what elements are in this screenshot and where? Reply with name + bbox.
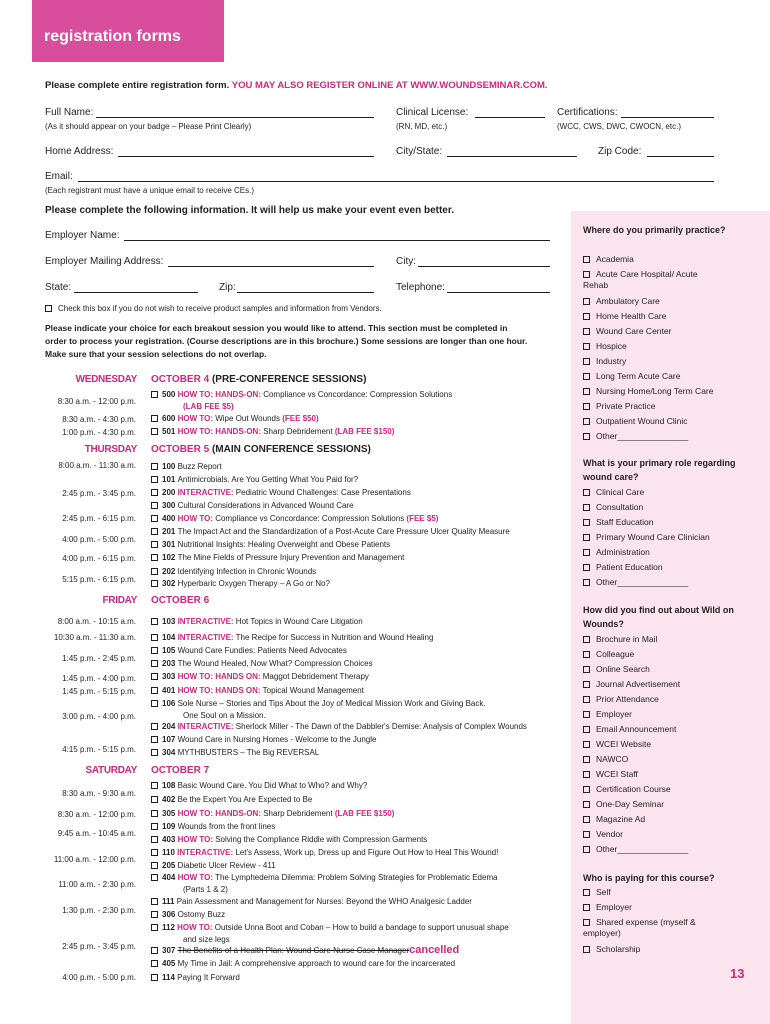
- zip-code-field[interactable]: [647, 145, 714, 157]
- session-item: 105 Wound Care Fundies: Patients Need Advocates: [151, 645, 347, 657]
- practice-option[interactable]: Wound Care Center: [583, 326, 758, 337]
- referral-option[interactable]: Vendor: [583, 829, 758, 840]
- full-name-field[interactable]: [96, 106, 374, 118]
- session-time: 4:00 p.m. - 6:15 p.m.: [62, 554, 136, 563]
- session-checkbox[interactable]: [151, 391, 158, 398]
- practice-option[interactable]: Acute Care Hospital/ Acute Rehab: [583, 269, 698, 290]
- option-checkbox[interactable]: [583, 741, 590, 748]
- option-checkbox[interactable]: [583, 831, 590, 838]
- address-label: Home Address:: [45, 146, 114, 157]
- session-checkbox[interactable]: [151, 415, 158, 422]
- referral-option[interactable]: Online Search: [583, 664, 758, 675]
- session-checkbox[interactable]: [151, 862, 158, 869]
- day-date-fri: OCTOBER 6: [151, 595, 210, 606]
- session-checkbox[interactable]: [151, 687, 158, 694]
- session-time: 3:00 p.m. - 4:00 p.m.: [62, 712, 136, 721]
- info-heading: Please complete the following information. It will help us make your event even better.: [45, 205, 454, 216]
- referral-option[interactable]: Journal Advertisement: [583, 679, 758, 690]
- mailing-field[interactable]: [168, 255, 374, 267]
- session-checkbox[interactable]: [151, 723, 158, 730]
- session-time: 2:45 p.m. - 3:45 p.m.: [62, 942, 136, 951]
- session-time: 9:45 a.m. - 10:45 a.m.: [57, 829, 136, 838]
- session-item: 402 Be the Expert You Are Expected to Be: [151, 794, 312, 806]
- role-option[interactable]: Consultation: [583, 502, 758, 513]
- full-name-note: (As it should appear on your badge – Please Print Clearly): [45, 122, 252, 131]
- session-item: 400 HOW TO: Compliance vs Concordance: Compression Solutions (FEE $5): [151, 513, 438, 525]
- option-checkbox[interactable]: [583, 711, 590, 718]
- city-state-field[interactable]: [447, 145, 577, 157]
- referral-option[interactable]: Colleague: [583, 649, 758, 660]
- session-checkbox[interactable]: [151, 849, 158, 856]
- page-number: 13: [730, 966, 745, 981]
- referral-option[interactable]: Employer: [583, 709, 758, 720]
- session-item: 108 Basic Wound Care. You Did What to Who? and Why?: [151, 780, 367, 792]
- session-checkbox[interactable]: [151, 528, 158, 535]
- role-option[interactable]: Staff Education: [583, 517, 758, 528]
- session-item: 101 Antimicrobials. Are You Getting What You Paid for?: [151, 474, 358, 486]
- zip-label: Zip:: [219, 282, 236, 293]
- option-checkbox[interactable]: [583, 489, 590, 496]
- session-item: 107 Wound Care in Nursing Homes - Welcome to the Jungle: [151, 734, 376, 746]
- session-item: 404 HOW TO: The Lymphedema Dilemma: Problem Solving Strategies for Problematic Edema (Parts 1 & 2): [151, 872, 498, 896]
- day-date-sat: OCTOBER 7: [151, 765, 210, 776]
- session-checkbox[interactable]: [151, 960, 158, 967]
- email-label: Email:: [45, 171, 73, 182]
- section-title: registration forms: [44, 28, 181, 45]
- practice-question: Where do you primarily practice?: [583, 225, 726, 235]
- option-checkbox[interactable]: [583, 373, 590, 380]
- session-checkbox[interactable]: [151, 568, 158, 575]
- option-checkbox[interactable]: [583, 298, 590, 305]
- session-item: 302 Hyperbaric Oxygen Therapy – A Go or No?: [151, 578, 330, 590]
- session-checkbox[interactable]: [151, 974, 158, 981]
- session-item: 201 The Impact Act and the Standardization of a Post-Acute Care Pressure Ulcer Quality Measure: [151, 526, 510, 538]
- zip-code-label: Zip Code:: [598, 146, 642, 157]
- state-field[interactable]: [74, 281, 198, 293]
- practice-option[interactable]: Long Term Acute Care: [583, 371, 758, 382]
- session-item: 304 MYTHBUSTERS – The Big REVERSAL: [151, 747, 319, 759]
- option-checkbox[interactable]: [583, 696, 590, 703]
- city-state-label: City/State:: [396, 146, 443, 157]
- license-label: Clinical License:: [396, 107, 469, 118]
- session-item: 403 HOW TO: Solving the Compliance Riddle with Compression Garments: [151, 834, 427, 846]
- session-item: 204 INTERACTIVE: Sherlock Miller - The Dawn of the Dabbler's Demise: Analysis of Complex Wounds: [151, 721, 527, 733]
- practice-option[interactable]: Hospice: [583, 341, 758, 352]
- day-label-sat: SATURDAY: [85, 765, 137, 776]
- session-checkbox[interactable]: [151, 554, 158, 561]
- session-time: 1:45 p.m. - 4:00 p.m.: [62, 674, 136, 683]
- city-label: City:: [396, 256, 416, 267]
- employer-label: Employer Name:: [45, 230, 120, 241]
- certs-note: (WCC, CWS, DWC, CWOCN, etc.): [557, 122, 681, 131]
- practice-option[interactable]: Private Practice: [583, 401, 758, 412]
- session-checkbox[interactable]: [151, 796, 158, 803]
- session-time: 8:30 a.m. - 12:00 p.m.: [57, 397, 136, 406]
- vendor-optout-checkbox[interactable]: [45, 305, 52, 312]
- session-checkbox[interactable]: [151, 911, 158, 918]
- option-checkbox[interactable]: [583, 666, 590, 673]
- role-option[interactable]: Primary Wound Care Clinician: [583, 532, 758, 543]
- session-time: 10:30 a.m. - 11:30 a.m.: [53, 633, 136, 642]
- session-item: 205 Diabetic Ulcer Review - 411: [151, 860, 276, 872]
- option-checkbox[interactable]: [583, 726, 590, 733]
- option-checkbox[interactable]: [583, 771, 590, 778]
- role-option[interactable]: Clinical Care: [583, 487, 758, 498]
- role-option[interactable]: Patient Education: [583, 562, 758, 573]
- session-item: 500 HOW TO: HANDS-ON: Compliance vs Concordance: Compression Solutions (LAB FEE $5): [151, 389, 452, 413]
- telephone-label: Telephone:: [396, 282, 445, 293]
- referral-option[interactable]: Magazine Ad: [583, 814, 758, 825]
- practice-option[interactable]: Home Health Care: [583, 311, 758, 322]
- option-checkbox[interactable]: [583, 328, 590, 335]
- session-time: 8:30 a.m. - 4:30 p.m.: [62, 415, 136, 424]
- option-checkbox[interactable]: [583, 549, 590, 556]
- payer-question: Who is paying for this course?: [583, 873, 715, 883]
- option-checkbox[interactable]: [583, 636, 590, 643]
- option-checkbox[interactable]: [583, 256, 590, 263]
- option-checkbox[interactable]: [583, 919, 590, 926]
- role-question: What is your primary role regarding wound care?: [583, 458, 736, 482]
- referral-option[interactable]: WCEI Staff: [583, 769, 758, 780]
- session-item: 104 INTERACTIVE: The Recipe for Success in Nutrition and Wound Healing: [151, 632, 433, 644]
- referral-option[interactable]: NAWCO: [583, 754, 758, 765]
- session-item: 114 Paying It Forward: [151, 972, 240, 984]
- session-checkbox[interactable]: [151, 660, 158, 667]
- practice-option[interactable]: Nursing Home/Long Term Care: [583, 386, 758, 397]
- session-time: 8:00 a.m. - 11:30 a.m.: [58, 461, 136, 470]
- session-item: 202 Identifying Infection in Chronic Wounds: [151, 566, 316, 578]
- day-date-wed: OCTOBER 4 (PRE-CONFERENCE SESSIONS): [151, 374, 367, 385]
- email-note: (Each registrant must have a unique email to receive CEs.): [45, 186, 254, 195]
- session-item: 203 The Wound Healed, Now What? Compression Choices: [151, 658, 373, 670]
- vendor-optout: Check this box if you do not wish to receive product samples and information from Vendors.: [45, 304, 382, 313]
- option-checkbox[interactable]: [583, 681, 590, 688]
- day-label-wed: WEDNESDAY: [75, 374, 137, 385]
- practice-option[interactable]: Ambulatory Care: [583, 296, 758, 307]
- day-label-fri: FRIDAY: [102, 595, 137, 606]
- city-field[interactable]: [418, 255, 550, 267]
- session-checkbox[interactable]: [151, 898, 158, 905]
- session-item: 112 HOW TO: Outside Unna Boot and Coban – How to build a bandage to support unusual shape and size legs: [151, 922, 509, 946]
- option-checkbox[interactable]: [583, 358, 590, 365]
- session-item: 109 Wounds from the front lines: [151, 821, 275, 833]
- session-item: 200 INTERACTIVE: Pediatric Wound Challenges: Case Presentations: [151, 487, 411, 499]
- session-checkbox[interactable]: [151, 463, 158, 470]
- session-checkbox[interactable]: [151, 489, 158, 496]
- referral-option[interactable]: Other_______________: [583, 844, 758, 855]
- certs-field[interactable]: [621, 106, 714, 118]
- referral-question: How did you find out about Wild on Wounds?: [583, 605, 734, 629]
- session-checkbox[interactable]: [151, 749, 158, 756]
- session-checkbox[interactable]: [151, 673, 158, 680]
- session-time: 1:45 p.m. - 5:15 p.m.: [62, 687, 136, 696]
- option-checkbox[interactable]: [583, 801, 590, 808]
- role-option[interactable]: Other_______________: [583, 577, 758, 588]
- session-checkbox[interactable]: [151, 618, 158, 625]
- intro-text: Please complete entire registration form. YOU MAY ALSO REGISTER ONLINE AT WWW.WOUNDSEMINAR.COM.: [45, 80, 548, 91]
- session-checkbox[interactable]: [151, 580, 158, 587]
- session-item: 405 My Time in Jail: A comprehensive approach to wound care for the incarcerated: [151, 958, 455, 970]
- session-item: 600 HOW TO: Wipe Out Wounds (FEE $50): [151, 413, 319, 425]
- session-item: 100 Buzz Report: [151, 461, 222, 473]
- referral-option[interactable]: Prior Attendance: [583, 694, 758, 705]
- option-checkbox[interactable]: [583, 313, 590, 320]
- session-item: 501 HOW TO: HANDS-ON: Sharp Debridement (LAB FEE $150): [151, 426, 394, 438]
- option-checkbox[interactable]: [583, 343, 590, 350]
- payer-option[interactable]: Scholarship: [583, 944, 758, 955]
- employer-field[interactable]: [124, 229, 550, 241]
- option-checkbox[interactable]: [583, 786, 590, 793]
- referral-option[interactable]: One-Day Seminar: [583, 799, 758, 810]
- referral-option[interactable]: Brochure in Mail: [583, 634, 758, 645]
- option-checkbox[interactable]: [583, 271, 590, 278]
- practice-option[interactable]: Outpatient Wound Clinic: [583, 416, 758, 427]
- referral-option[interactable]: Certification Course: [583, 784, 758, 795]
- session-checkbox[interactable]: [151, 924, 158, 931]
- state-label: State:: [45, 282, 72, 293]
- referral-option[interactable]: WCEI Website: [583, 739, 758, 750]
- email-field[interactable]: [78, 170, 714, 182]
- session-item: 103 INTERACTIVE: Hot Topics in Wound Care Litigation: [151, 616, 363, 628]
- session-time: 8:30 a.m. - 9:30 a.m.: [62, 789, 136, 798]
- session-checkbox[interactable]: [151, 428, 158, 435]
- option-checkbox[interactable]: [583, 816, 590, 823]
- option-checkbox[interactable]: [583, 756, 590, 763]
- option-checkbox[interactable]: [583, 946, 590, 953]
- breakout-instructions: Please indicate your choice for each breakout session you would like to attend. This section must be completed in order to process your registration. (Course descriptions are in this brochure.) Some sessions are longer than one hour. Make sure that your session selections do not overlap.: [45, 323, 528, 359]
- referral-option[interactable]: Email Announcement: [583, 724, 758, 735]
- option-checkbox[interactable]: [583, 564, 590, 571]
- session-checkbox[interactable]: [151, 823, 158, 830]
- session-checkbox[interactable]: [151, 476, 158, 483]
- option-checkbox[interactable]: [583, 534, 590, 541]
- option-checkbox[interactable]: [583, 504, 590, 511]
- session-item: 307 The Benefits of a Health Plan: Wound Care Nurse Case Managercancelled: [151, 944, 459, 957]
- session-item: 301 Nutritional Insights: Healing Overweight and Obese Patients: [151, 539, 390, 551]
- session-time: 4:00 p.m. - 5:00 p.m.: [62, 973, 136, 982]
- session-checkbox[interactable]: [151, 647, 158, 654]
- session-time: 5:15 p.m. - 6:15 p.m.: [62, 575, 136, 584]
- practice-option[interactable]: Industry: [583, 356, 758, 367]
- option-checkbox[interactable]: [583, 889, 590, 896]
- address-field[interactable]: [118, 145, 374, 157]
- option-checkbox[interactable]: [583, 579, 590, 586]
- session-time: 2:45 p.m. - 3:45 p.m.: [62, 489, 136, 498]
- session-time: 4:00 p.m. - 5:00 p.m.: [62, 535, 136, 544]
- session-time: 1:45 p.m. - 2:45 p.m.: [62, 654, 136, 663]
- practice-option[interactable]: Other_______________: [583, 431, 758, 442]
- option-checkbox[interactable]: [583, 846, 590, 853]
- session-checkbox[interactable]: [151, 782, 158, 789]
- payer-option[interactable]: Shared expense (myself & employer): [583, 917, 696, 938]
- session-item: 102 The Mine Fields of Pressure Injury Prevention and Management: [151, 552, 404, 564]
- option-checkbox[interactable]: [583, 904, 590, 911]
- session-checkbox[interactable]: [151, 700, 158, 707]
- option-checkbox[interactable]: [583, 403, 590, 410]
- session-checkbox[interactable]: [151, 810, 158, 817]
- zip-field[interactable]: [237, 281, 374, 293]
- session-checkbox[interactable]: [151, 541, 158, 548]
- session-checkbox[interactable]: [151, 634, 158, 641]
- session-item: 306 Ostomy Buzz: [151, 909, 225, 921]
- section-header: [32, 0, 224, 62]
- payer-option[interactable]: Self: [583, 887, 758, 898]
- payer-option[interactable]: Employer: [583, 902, 758, 913]
- role-option[interactable]: Administration: [583, 547, 758, 558]
- session-item: 401 HOW TO: HANDS ON: Topical Wound Management: [151, 685, 364, 697]
- session-checkbox[interactable]: [151, 736, 158, 743]
- option-checkbox[interactable]: [583, 388, 590, 395]
- full-name-label: Full Name:: [45, 107, 94, 118]
- certs-label: Certifications:: [557, 107, 618, 118]
- session-item: 111 Pain Assessment and Management for Nurses: Beyond the WHO Analgesic Ladder: [151, 896, 472, 908]
- session-time: 1:00 p.m. - 4:30 p.m.: [62, 428, 136, 437]
- mailing-label: Employer Mailing Address:: [45, 256, 164, 267]
- session-checkbox[interactable]: [151, 515, 158, 522]
- option-checkbox[interactable]: [583, 651, 590, 658]
- day-date-thu: OCTOBER 5 (MAIN CONFERENCE SESSIONS): [151, 444, 371, 455]
- license-note: (RN, MD, etc.): [396, 122, 448, 131]
- session-checkbox[interactable]: [151, 502, 158, 509]
- option-checkbox[interactable]: [583, 433, 590, 440]
- session-item: 305 HOW TO: HANDS-ON: Sharp Debridement (LAB FEE $150): [151, 808, 394, 820]
- option-checkbox[interactable]: [583, 519, 590, 526]
- option-checkbox[interactable]: [583, 418, 590, 425]
- day-label-thu: THURSDAY: [84, 444, 137, 455]
- session-item: 106 Sole Nurse – Stories and Tips About the Joy of Medical Mission Work and Giving Back. One Soul on a Mission.: [151, 698, 486, 722]
- practice-option[interactable]: Academia: [583, 254, 758, 265]
- session-time: 4:15 p.m. - 5:15 p.m.: [62, 745, 136, 754]
- session-time: 2:45 p.m. - 6:15 p.m.: [62, 514, 136, 523]
- session-time: 8:30 a.m. - 12:00 p.m.: [57, 810, 136, 819]
- session-checkbox[interactable]: [151, 874, 158, 881]
- license-field[interactable]: [475, 106, 545, 118]
- session-checkbox[interactable]: [151, 947, 158, 954]
- session-item: 110 INTERACTIVE: Let's Assess, Work up, Dress up and Figure Out How to Heal This Wound!: [151, 847, 498, 859]
- session-item: 303 HOW TO: HANDS ON: Maggot Debridement Therapy: [151, 671, 369, 683]
- session-item: 300 Cultural Considerations in Advanced Wound Care: [151, 500, 354, 512]
- session-time: 8:00 a.m. - 10:15 a.m.: [57, 617, 136, 626]
- session-time: 11:00 a.m. - 12:00 p.m.: [53, 855, 136, 864]
- session-time: 11:00 a.m. - 2:30 p.m.: [58, 880, 136, 889]
- session-checkbox[interactable]: [151, 836, 158, 843]
- session-time: 1:30 p.m. - 2:30 p.m.: [62, 906, 136, 915]
- telephone-field[interactable]: [447, 281, 550, 293]
